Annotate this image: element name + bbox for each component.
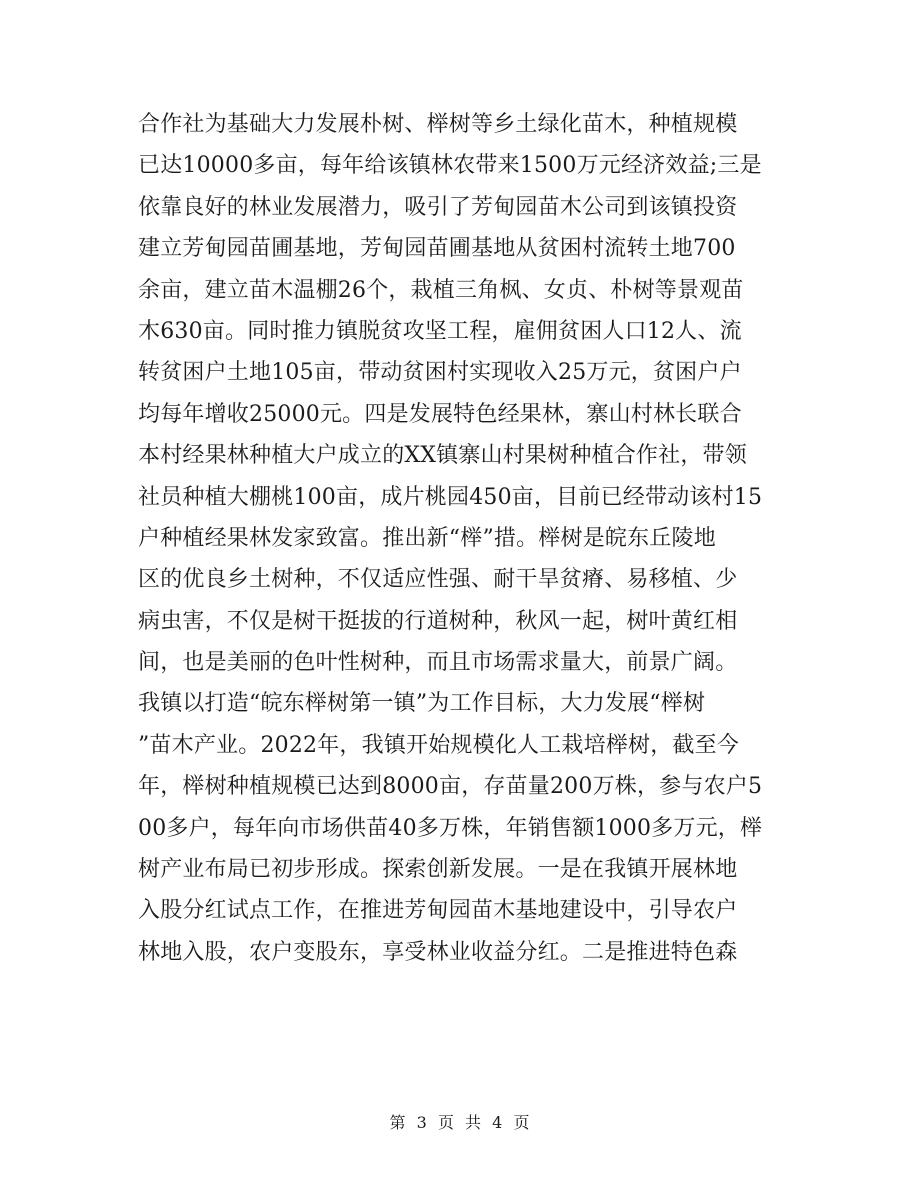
text-line: 间，也是美丽的色叶性树种，而且市场需求量大，前景广阔。 [138, 650, 738, 676]
text-line: 00多户，每年向市场供苗40多万株，年销售额1000多万元，榉 [138, 815, 763, 841]
footer-prefix: 第 [389, 1113, 407, 1132]
text-line: 本村经果林种植大户成立的XX镇寨山村果树种植合作社，带领 [138, 443, 747, 469]
text-line: 区的优良乡土树种，不仅适应性强、耐干旱贫瘠、易移植、少 [138, 567, 738, 593]
text-line: 依靠良好的林业发展潜力，吸引了芳甸园苗木公司到该镇投资 [138, 194, 738, 220]
text-line: 病虫害，不仅是树干挺拔的行道树种，秋风一起，树叶黄红相 [138, 608, 738, 634]
text-line: 木630亩。同时推力镇脱贫攻坚工程，雇佣贫困人口12人、流 [138, 318, 742, 344]
text-line: 林地入股，农户变股东，享受林业收益分红。二是推进特色森 [138, 939, 738, 965]
footer-page-word: 页 [437, 1113, 455, 1132]
text-line: 社员种植大棚桃100亩，成片桃园450亩，目前已经带动该村15 [138, 484, 763, 510]
text-line: 转贫困户土地105亩，带动贫困村实现收入25万元，贫困户户 [138, 360, 742, 386]
text-line: 已达10000多亩，每年给该镇林农带来1500万元经济效益;三是 [138, 153, 762, 179]
text-line: 树产业布局已初步形成。探索创新发展。一是在我镇开展林地 [138, 857, 738, 883]
page-footer [0, 1110, 920, 1133]
text-line: 余亩，建立苗木温棚26个，栽植三角枫、女贞、朴树等景观苗 [138, 277, 744, 303]
text-line: 均每年增收25000元。四是发展特色经果林，寨山村林长联合 [138, 401, 742, 427]
text-line: 建立芳甸园苗圃基地，芳甸园苗圃基地从贫困村流转土地700 [138, 236, 736, 262]
footer-total-prefix: 共 [465, 1113, 483, 1132]
text-line: 合作社为基础大力发展朴树、榉树等乡土绿化苗木，种植规模 [138, 112, 738, 137]
footer-total-pages: 4 [492, 1113, 504, 1132]
footer-current-page: 3 [416, 1113, 428, 1132]
text-line: 户种植经果林发家致富。推出新“榉”措。榉树是皖东丘陵地 [138, 525, 716, 551]
text-line: 年，榉树种植规模已达到8000亩，存苗量200万株，参与农户5 [138, 774, 763, 800]
text-line: 入股分红试点工作，在推进芳甸园苗木基地建设中，引导农户 [138, 898, 738, 924]
text-line: 我镇以打造“皖东榉树第一镇”为工作目标，大力发展“榉树 [138, 691, 706, 717]
body-text [138, 104, 798, 973]
text-line: ”苗木产业。2022年，我镇开始规模化人工栽培榉树，截至今 [138, 732, 740, 758]
footer-suffix: 页 [513, 1113, 531, 1132]
